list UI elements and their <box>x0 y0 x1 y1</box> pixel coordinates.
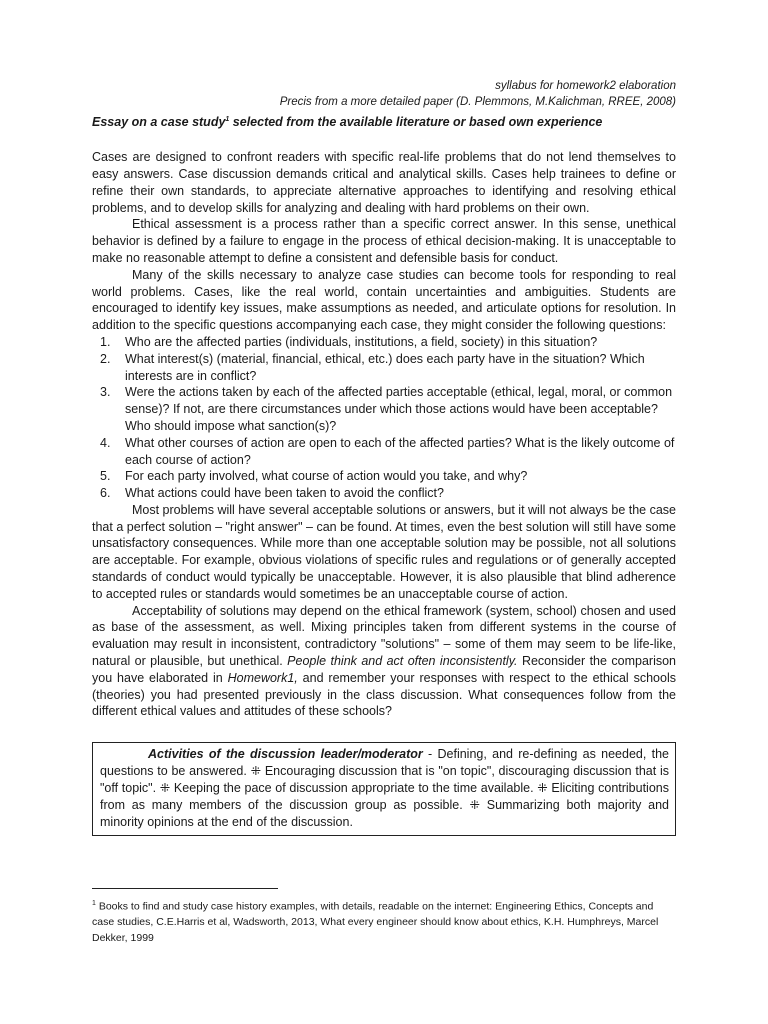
acceptability-text-1: Acceptability of solutions may depend on the ethical framework (system, school) chosen and used as base of the assessment, as well. Mixing principles taken from different systems in the course of evaluation may result in inconsistent, contradictory "solutions" – some of them may seem to be life-like, natural or plausible, but unethical. <box>92 603 676 669</box>
question-item <box>92 351 676 385</box>
question-item <box>92 384 676 434</box>
paragraph-acceptability <box>92 603 676 721</box>
paragraph-intro: Cases are designed to confront readers with specific real-life problems that do not lend themselves to easy answers. Case discussion demands critical and analytical skills. Cases help trainees to define or refine their own standards, to appreciate alternative approaches to identifying and resolving ethical problems, and to develop skills for analyzing and dealing with hard problems on their own. <box>92 150 676 215</box>
question-number: 4. <box>100 435 111 450</box>
acceptability-emphasis-1: People think and act often inconsistently. <box>287 654 518 669</box>
header-line-1: syllabus for homework2 elaboration <box>495 80 676 92</box>
question-number: 5. <box>100 469 111 484</box>
acceptability-text-2: Reconsider the comparison you have elaborated in <box>92 654 676 685</box>
question-text: For each party involved, what course of action would you take, and why? <box>125 469 528 484</box>
paragraph-skills: Many of the skills necessary to analyze case studies can become tools for responding to real world problems. Cases, like the real world, contain uncertainties and ambiguities. Students are encouraged to identify key issues, make assumptions as needed, and articulate options for resolution. In addition to the specific questions accompanying each case, they might consider the following questions: <box>92 267 676 333</box>
acceptability-emphasis-2: Homework1, <box>227 670 298 685</box>
question-item <box>92 334 676 351</box>
paragraph-ethical-assessment: Ethical assessment is a process rather than a specific correct answer. In this sense, unethical behavior is defined by a failure to engage in the process of ethical decision-making. It is unacceptable to make no reasonable attempt to define a consistent and defensible basis for conduct. <box>92 217 676 265</box>
header-line-2: Precis from a more detailed paper (D. Plemmons, M.Kalichman, RREE, 2008) <box>279 96 676 108</box>
moderator-text: - Defining, and re-defining as needed, the questions to be answered. ⁜ Encouraging discussion that is "on topic", discouraging discussion that is "off topic". ⁜ Keeping the pace of discussion appropriate to the time available. ⁜ Eliciting contributions from as many members of the discussion group as possible. ⁜ Summarizing both majority and minority opinions at the end of the discussion. <box>100 747 669 830</box>
footnote-divider <box>92 888 278 889</box>
question-item <box>92 468 676 485</box>
footnote-reference[interactable]: 1 <box>225 116 230 123</box>
question-list <box>92 334 676 502</box>
document-body <box>92 149 676 836</box>
title-text-end: selected from the available literature or based own experience <box>229 115 603 130</box>
question-text: What interest(s) (material, financial, ethical, etc.) does each party have in the situation? Which interests are in conflict? <box>125 351 645 383</box>
question-text: Who are the affected parties (individuals, institutions, a field, society) in this situation? <box>125 334 598 349</box>
question-number: 1. <box>100 334 111 349</box>
moderator-activities-box <box>92 742 676 836</box>
question-item <box>92 435 676 469</box>
question-number: 2. <box>100 351 111 366</box>
document-title <box>92 111 676 131</box>
question-text: What actions could have been taken to avoid the conflict? <box>125 486 444 501</box>
question-text: What other courses of action are open to each of the affected parties? What is the likely outcome of each course of action? <box>125 435 675 467</box>
footnote-marker: 1 <box>92 900 96 907</box>
acceptability-text-3: and remember your responses with respect to the ethical schools (theories) you had presented previously in the class discussion. What consequences follow from the different ethical values and attitudes of these schools? <box>92 670 676 719</box>
footnote-text: Books to find and study case history examples, with details, readable on the internet: Engineering Ethics, Concepts and case studies, C.E.Harris et al, Wadsworth, 2013, What every engineer should know about ethics, K.H. Humphreys, Marcel Dekker, 1999 <box>92 900 659 944</box>
question-number: 6. <box>100 486 111 501</box>
paragraph-solutions: Most problems will have several acceptable solutions or answers, but it will not always be the case that a perfect solution – "right answer" – can be found. At times, even the best solution will still have some unsatisfactory consequences. While more than one acceptable solution may be possible, not all solutions are acceptable. For example, obvious violations of specific rules and regulations or of generally accepted standards of conduct would typically be unacceptable. However, it is also plausible that blind adherence to accepted rules or standards would sometimes be an unacceptable course of action. <box>92 502 677 601</box>
question-text: Were the actions taken by each of the affected parties acceptable (ethical, legal, moral, or common sense)? If not, are there circumstances under which those actions would have been acceptable? Who should impose what sanction(s)? <box>125 385 673 433</box>
question-number: 3. <box>100 385 111 400</box>
footnote <box>92 896 672 946</box>
question-item <box>92 485 676 502</box>
moderator-heading: Activities of the discussion leader/moderator <box>148 747 423 762</box>
title-text-start: Essay on a case study <box>92 115 226 130</box>
